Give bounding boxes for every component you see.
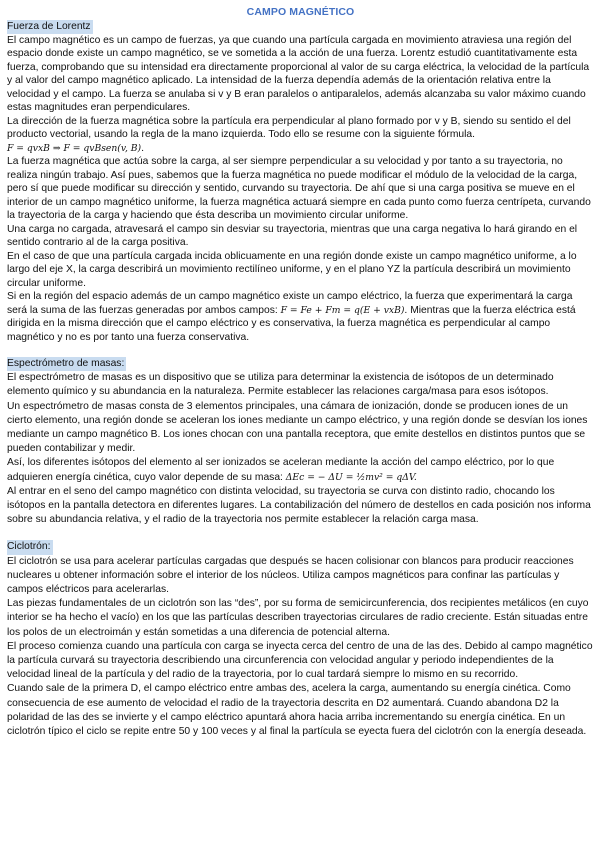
paragraph-with-formula (7, 290, 594, 344)
section-cyclotron (7, 540, 594, 739)
paragraph-text: Mientras que la fuerza eléctrica está dirigida en la misma dirección que el campo eléctrico y es conservativa, la fuerza magnética es perpendicular al campo magnético y no es por tanto una fuerza conservativa. (7, 304, 576, 343)
paragraph: En el caso de que una partícula cargada incida oblicuamente en una región donde existe un campo magnético uniforme, a lo largo del eje X, la carga describirá un movimiento rectilíneo uniforme, y en el plano YZ la partícula describirá un movimiento circular uniforme. (7, 250, 577, 289)
paragraph: Una carga no cargada, atravesará el campo sin desviar su trayectoria, mientras que una carga negativa lo hará girando en el sentido contrario al de la carga positiva. (7, 223, 578, 248)
paragraph: Al entrar en el seno del campo magnético con distinta velocidad, su trayectoria se curva con distinto radio, chocando los isótopos en la pantalla detectora en diferentes lugares. La contabilización del número de destellos en cada posición nos informa sobre su abundancia relativa, y el radio de la trayectoria nos permite establecer la relación carga masa. (7, 485, 591, 526)
formula-combined-force: F = Fe + Fm = q(E + vxB). (280, 304, 408, 316)
paragraph: La fuerza magnética que actúa sobre la carga, al ser siempre perpendicular a su velocidad y por tanto a su trayectoria, no realiza ningún trabajo. Así pues, sabemos que la fuerza magnética no puede modificar el módulo de la velocidad de la carga, pero sí que puede modificar su dirección y sentido, curvando su trayectoria. De ahí que si una carga positiva se mueve en el interior de un campo magnético uniforme, la fuerza magnética actuará siempre en cada punto como fuerza centrípeta, curvando la trayectoria de la carga y haciendo que ésta describa un movimiento circular uniforme. (7, 156, 591, 221)
paragraph: Cuando sale de la primera D, el campo eléctrico entre ambas des, acelera la carga, aumentando su energía cinética. Como consecuencia de ese aumento de velocidad el radio de la trayectoria descrita en D2 aumentará. Cuando abandona D2 la polaridad de las des se invierte y el campo eléctrico apuntará ahora hacia arriba incrementando su energía cinética. En un ciclotrón típico el ciclo se repite entre 50 y 100 veces y al final la partícula se eyecta fuera del ciclotrón con la energía deseada. (7, 683, 587, 738)
section-heading: Fuerza de Lorentz (7, 21, 91, 32)
paragraph: El ciclotrón se usa para acelerar partículas cargadas que después se hacen colisionar con blancos para producir reacciones nucleares u obtener información sobre el interior de los núcleos. Utiliza campos magnéticos para confinar las partículas y campos eléctricos para acelerarlas. (7, 555, 574, 596)
formula-lorentz: F = qvxB ⇒ F = qvBsen(v, B). (7, 142, 145, 154)
paragraph-text: Si en la región del espacio además de un campo magnético existe un campo eléctrico, la fuerza que experimentará la carga será la suma de las fuerzas generadas por ambos campos: (7, 291, 573, 316)
paragraph: El espectrómetro de masas es un dispositivo que se utiliza para determinar la existencia de isótopos de un determinado elemento químico y su abundancia en la naturaleza. Permite establecer las relaciones carga/masa para esos isótopos. (7, 372, 554, 398)
paragraph: El proceso comienza cuando una partícula con carga se inyecta cerca del centro de una de las des. Debido al campo magnético la partícula curvará su trayectoria describiendo una circunferencia con velocidad angular y periodo independientes de la velocidad lineal de la partícula y del radio de la trayectoria, por lo cual tardará siempre lo mismo en su recorrido. (7, 640, 593, 681)
page-title: CAMPO MAGNÉTICO (246, 6, 355, 18)
formula-kinetic-energy: ΔEc = − ΔU = ½mv² = qΔV. (285, 471, 417, 483)
section-heading: Ciclotrón: (7, 540, 53, 554)
paragraph: El campo magnético es un campo de fuerzas, ya que cuando una partícula cargada en movimiento atraviesa una región del espacio donde existe un campo magnético, se ve sometida a la acción de una fuerza. Lorentz estudió cuantitativamente esta fuerza, comprobando que su intensidad era directamente proporcional al valor de su carga eléctrica, la velocidad de la partícula y al valor del campo magnético aplicado. La intensidad de la fuerza dependía además de la orientación relativa entre la velocidad y el campo. La fuerza se anulaba si v y B eran paralelos o antiparalelos, además alcanzaba su valor máximo cuando estas magnitudes eran perpendiculares. (7, 34, 590, 113)
section-heading: Espectrómetro de masas: (7, 357, 126, 371)
section-mass-spectrometer (7, 357, 594, 527)
paragraph-with-formula (7, 456, 594, 484)
paragraph: Un espectrómetro de masas consta de 3 elementos principales, una cámara de ionización, donde se producen iones de un cierto elemento, una región donde se aceleran los iones mediante un campo eléctrico, y una región donde se desvían los iones mediante un campo magnético B. Los iones chocan con una pantalla receptora, que emite destellos en distintos puntos que se pueden contabilizar y medir. (7, 400, 588, 455)
paragraph: La dirección de la fuerza magnética sobre la partícula era perpendicular al plano formado por v y B, siendo su sentido el del producto vectorial, usando la regla de la mano izquierda. Todo ello se resume con la siguiente fórmula. (7, 115, 571, 140)
paragraph: Las piezas fundamentales de un ciclotrón son las “des”, por su forma de semicircunferencia, dos recipientes metálicos (en cuyo interior se ha hecho el vacío) en los que las partículas describen trayectorias circulares de radio creciente. Están situadas entre los polos de un electroimán y están sometidas a una diferencia de potencial alterna. (7, 598, 589, 638)
section-lorentz (7, 20, 594, 344)
paragraph-text: Así, los diferentes isótopos del elemento al ser ionizados se aceleran mediante la acción del campo eléctrico, por lo que adquieren energía cinética, cuyo valor depende de su masa: (7, 457, 555, 483)
